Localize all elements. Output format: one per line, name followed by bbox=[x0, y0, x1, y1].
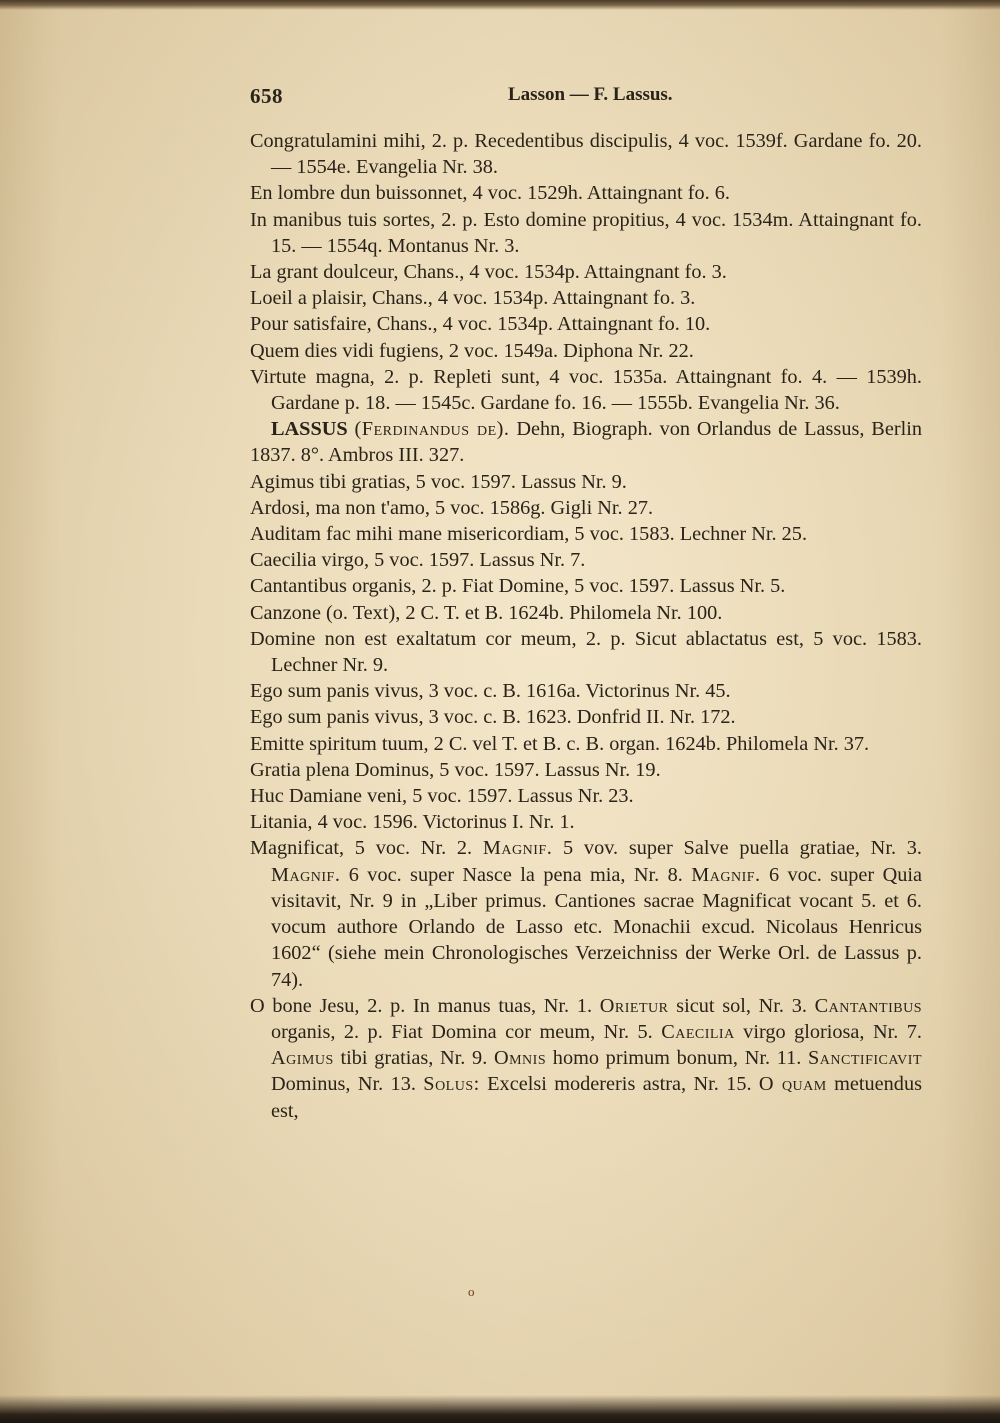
spaced-magnif: Magnif. bbox=[482, 837, 553, 860]
magnificat-text: 6 voc. super Nasce la pena mia, Nr. 8. bbox=[340, 863, 692, 886]
spaced-title: Sanctificavit bbox=[808, 1047, 922, 1070]
o-bone-text: sicut sol, Nr. 3. bbox=[668, 994, 815, 1017]
spaced-title: Orietur bbox=[599, 994, 669, 1017]
entry-litania: Litania, 4 voc. 1596. Victorinus I. Nr. 1. bbox=[250, 811, 575, 834]
o-bone-text: homo primum bonum, Nr. 11. bbox=[546, 1047, 809, 1070]
entry-quem-dies: Quem dies vidi fugiens, 2 voc. 1549a. Diphona Nr. 22. bbox=[250, 339, 694, 362]
catalogue-entries bbox=[250, 128, 922, 1124]
spaced-title: Solus: bbox=[423, 1073, 480, 1096]
bottom-page-edge bbox=[0, 1395, 1000, 1423]
page-number: 658 bbox=[250, 84, 283, 108]
entry-canzone: Canzone (o. Text), 2 C. T. et B. 1624b. Philomela Nr. 100. bbox=[250, 601, 723, 624]
ink-mark: o bbox=[468, 1284, 475, 1299]
entry-virtute-magna: Virtute magna, 2. p. Repleti sunt, 4 voc. 1535a. Attaingnant fo. 4. — 1539h. Gardane p. 18. — 1545c. Gardane fo. 16. — 1555b. Evangelia Nr. 36. bbox=[250, 365, 922, 415]
spaced-magnif: Magnif. bbox=[691, 863, 761, 886]
entry-domine-non-est: Domine non est exaltatum cor meum, 2. p. Sicut ablactatus est, 5 voc. 1583. Lechner Nr. 9. bbox=[250, 627, 922, 677]
entry-agimus: Agimus tibi gratias, 5 voc. 1597. Lassus Nr. 9. bbox=[250, 470, 627, 493]
composer-forename: (Ferdinandus de). bbox=[354, 418, 510, 441]
o-bone-text: tibi gratias, Nr. 9. bbox=[333, 1047, 494, 1070]
running-head: Lasson — F. Lassus. bbox=[508, 84, 673, 105]
entry-cantantibus: Cantantibus organis, 2. p. Fiat Domine, 5 voc. 1597. Lassus Nr. 5. bbox=[250, 575, 786, 598]
entry-ego-sum-1616: Ego sum panis vivus, 3 voc. c. B. 1616a. Victorinus Nr. 45. bbox=[250, 680, 731, 703]
composer-heading-lassus bbox=[250, 416, 922, 468]
spaced-title: O quam bbox=[758, 1073, 827, 1096]
entry-loeil-a-plaisir: Loeil a plaisir, Chans., 4 voc. 1534p. Attaingnant fo. 3. bbox=[250, 287, 696, 310]
o-bone-text: virgo gloriosa, Nr. 7. bbox=[734, 1020, 923, 1043]
entry-auditam: Auditam fac mihi mane misericordiam, 5 voc. 1583. Lechner Nr. 25. bbox=[250, 523, 808, 546]
o-bone-text: metuendus est, bbox=[271, 1073, 922, 1122]
entry-en-lombre: En lombre dun buissonnet, 4 voc. 1529h. Attaingnant fo. 6. bbox=[250, 182, 730, 205]
entry-gratia-plena: Gratia plena Dominus, 5 voc. 1597. Lassus Nr. 19. bbox=[250, 758, 661, 781]
entry-emitte: Emitte spiritum tuum, 2 C. vel T. et B. c. B. organ. 1624b. Philomela Nr. 37. bbox=[250, 732, 870, 755]
page-header bbox=[250, 84, 920, 114]
entry-o-bone-jesu bbox=[250, 993, 922, 1124]
composer-name: LASSUS bbox=[271, 418, 348, 441]
entry-caecilia: Caecilia virgo, 5 voc. 1597. Lassus Nr. 7. bbox=[250, 549, 586, 572]
entry-pour-satisfaire: Pour satisfaire, Chans., 4 voc. 1534p. Attaingnant fo. 10. bbox=[250, 313, 711, 336]
spaced-title: Cantantibus bbox=[814, 994, 922, 1017]
entry-ego-sum-1623: Ego sum panis vivus, 3 voc. c. B. 1623. Donfrid II. Nr. 172. bbox=[250, 706, 736, 729]
magnificat-text: Magnificat, 5 voc. Nr. 2. bbox=[250, 837, 483, 860]
o-bone-text: Dominus, Nr. 13. bbox=[271, 1073, 424, 1096]
entry-magnificat bbox=[250, 835, 922, 992]
entry-huc-damiane: Huc Damiane veni, 5 voc. 1597. Lassus Nr. 23. bbox=[250, 785, 634, 808]
o-bone-text: organis, 2. p. Fiat Domina cor meum, Nr. 5. bbox=[271, 1020, 662, 1043]
o-bone-text: Excelsi modereris astra, Nr. 15. bbox=[479, 1073, 759, 1096]
entry-ardosi: Ardosi, ma non t'amo, 5 voc. 1586g. Gigli Nr. 27. bbox=[250, 496, 654, 519]
entry-congratulamini: Congratulamini mihi, 2. p. Recedentibus discipulis, 4 voc. 1539f. Gardane fo. 20. — 1554e. Evangelia Nr. 38. bbox=[250, 130, 922, 179]
composer-reference: Dehn, Biograph. von Orlandus de Lassus, Berlin 1837. 8°. Ambros III. 327. bbox=[250, 418, 922, 467]
spaced-title: Agimus bbox=[271, 1047, 334, 1070]
entry-la-grant-doulceur: La grant doulceur, Chans., 4 voc. 1534p. Attaingnant fo. 3. bbox=[250, 261, 727, 284]
o-bone-text: O bone Jesu, 2. p. In manus tuas, Nr. 1. bbox=[250, 994, 600, 1017]
entry-in-manibus: In manibus tuis sortes, 2. p. Esto domine propitius, 4 voc. 1534m. Attaingnant fo. 15. — 1554q. Montanus Nr. 3. bbox=[250, 208, 922, 257]
spaced-title: Caecilia bbox=[661, 1020, 735, 1043]
spaced-title: Omnis bbox=[493, 1047, 547, 1070]
magnificat-text: 5 vov. super Salve puella gratiae, Nr. 3. bbox=[552, 837, 922, 860]
magnificat-text: 6 voc. super Quia visitavit, Nr. 9 in „Liber primus. Cantiones sacrae Magnificat vocant 5. et 6. vocum authore Orlando de Lasso etc. Monachii excud. Nicolaus Henricus 1602“ (siehe mein Chronologisches Verzeichniss der Werke Orl. de Lassus p. 74). bbox=[271, 863, 922, 991]
top-page-edge bbox=[0, 0, 1000, 10]
spaced-magnif: Magnif. bbox=[271, 863, 341, 886]
